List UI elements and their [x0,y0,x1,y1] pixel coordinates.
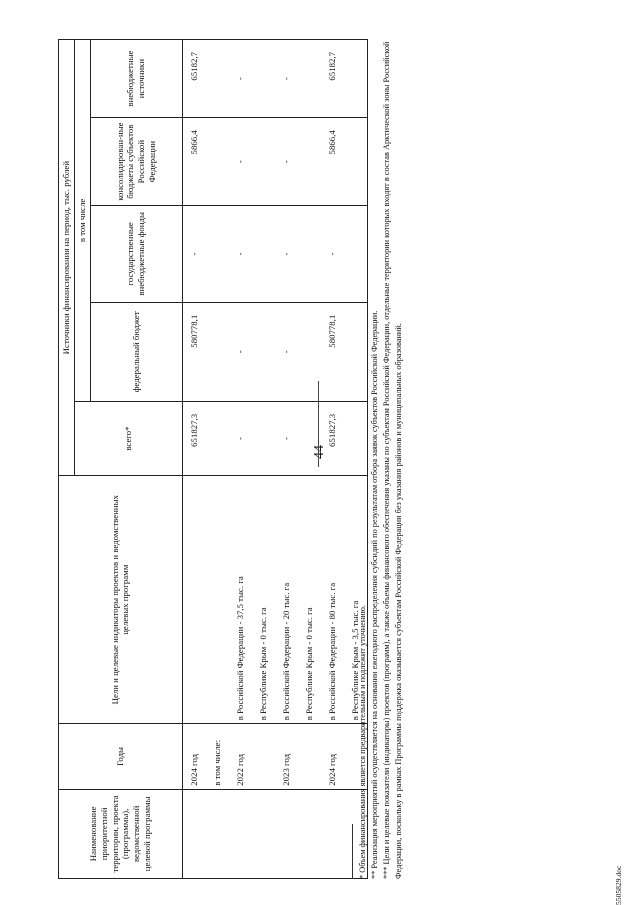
header-goals: Цели и целевые индикаторы проектов и ведомственных целевых программ [59,476,183,724]
row-state-funds: - [229,206,252,303]
row-total: 651827,3 [321,401,344,475]
row-consolidated: 5866,4 [182,118,206,206]
header-years: Годы [59,724,183,790]
table-row [252,40,275,879]
header-federal: федеральный бюджет [90,302,182,401]
row-total: - [229,401,252,475]
financing-table-container [58,39,368,879]
row-goal: в Республике Крым - 3,5 тыс. га [344,476,368,724]
row-state-funds: - [321,206,344,303]
separator-line [318,381,319,467]
row-consolidated [252,118,275,206]
row-year: в том числе: [206,724,229,790]
document-code: 5505829.doc [614,865,623,905]
header-including: в том числе [74,40,90,402]
footnotes [352,39,405,879]
row-federal [206,302,229,401]
row-state-funds [252,206,275,303]
row-total [252,401,275,475]
row-total [206,401,229,475]
table-row [321,40,344,879]
row-goal: в Российской Федерации - 20 тыс. га [275,476,298,724]
row-state-funds: - [182,206,206,303]
row-goal: в Республике Крым - 0 тыс. га [298,476,321,724]
row-goal [182,476,206,724]
row-federal: 580778,1 [321,302,344,401]
row-consolidated [298,118,321,206]
row-consolidated: 5866,4 [321,118,344,206]
page-number: 44 [312,445,327,459]
row-total: 651827,3 [182,401,206,475]
row-extrabudget [298,40,321,118]
header-name: Наименование приоритетной территории, проекта (программы), ведомственной целевой программы [59,789,183,878]
table-row [206,40,229,879]
header-sources: Источники финансирования на период, тыс. рублей [59,40,75,476]
row-goal [206,476,229,724]
row-state-funds [298,206,321,303]
row-year [252,724,275,790]
footnote-3: *** Цели и целевые показатели (индикаторы) проектов (программ), а также объемы финансового обеспечения указаны по субъектам Российской Федерации, отдельные территории которых входят в состав Арктической зоны Российской Федерации, поскольку в рамках Программы поддержка оказывается субъектам Российской Федерации без указания районов и муниципальных образований. [382,41,404,879]
row-goal: в Российской Федерации - 80 тыс. га [321,476,344,724]
row-extrabudget: - [229,40,252,118]
row-state-funds [206,206,229,303]
header-total: всего* [74,401,182,475]
row-year [298,724,321,790]
row-extrabudget: - [275,40,298,118]
header-state-funds: государственные внебюджетные фонды [90,206,182,303]
header-extrabudget: внебюджетные источники [90,40,182,118]
table-row [275,40,298,879]
row-year: 2024 год [321,724,344,790]
row-total: - [275,401,298,475]
row-extrabudget: 65182,7 [182,40,206,118]
row-federal [252,302,275,401]
row-extrabudget [206,40,229,118]
row-state-funds: - [275,206,298,303]
footnote-2: ** Реализация мероприятий осуществляется на основании ежегодного распределения субсидий по результатам отбора заявок субъектов Российской Федерации. [370,310,380,879]
footnote-1: * Объем финансирования является предварительным и подлежит уточнению. [358,604,367,879]
financing-table [58,39,368,879]
row-consolidated: - [275,118,298,206]
row-consolidated: - [229,118,252,206]
table-row [182,40,206,879]
row-federal: - [229,302,252,401]
row-consolidated [206,118,229,206]
table-row [229,40,252,879]
footnote-rule [352,824,353,879]
header-consolidated: консолидирован-ные бюджеты субъектов Российской Федерации [90,118,182,206]
row-goal: в Российской Федерации - 37,5 тыс. га [229,476,252,724]
row-year: 2023 год [275,724,298,790]
row-extrabudget: 65182,7 [321,40,344,118]
row-extrabudget [252,40,275,118]
row-federal: - [275,302,298,401]
row-federal: 580778,1 [182,302,206,401]
row-goal: в Республике Крым - 0 тыс. га [252,476,275,724]
row-year: 2022 год [229,724,252,790]
row-year: 2024 год [182,724,206,790]
